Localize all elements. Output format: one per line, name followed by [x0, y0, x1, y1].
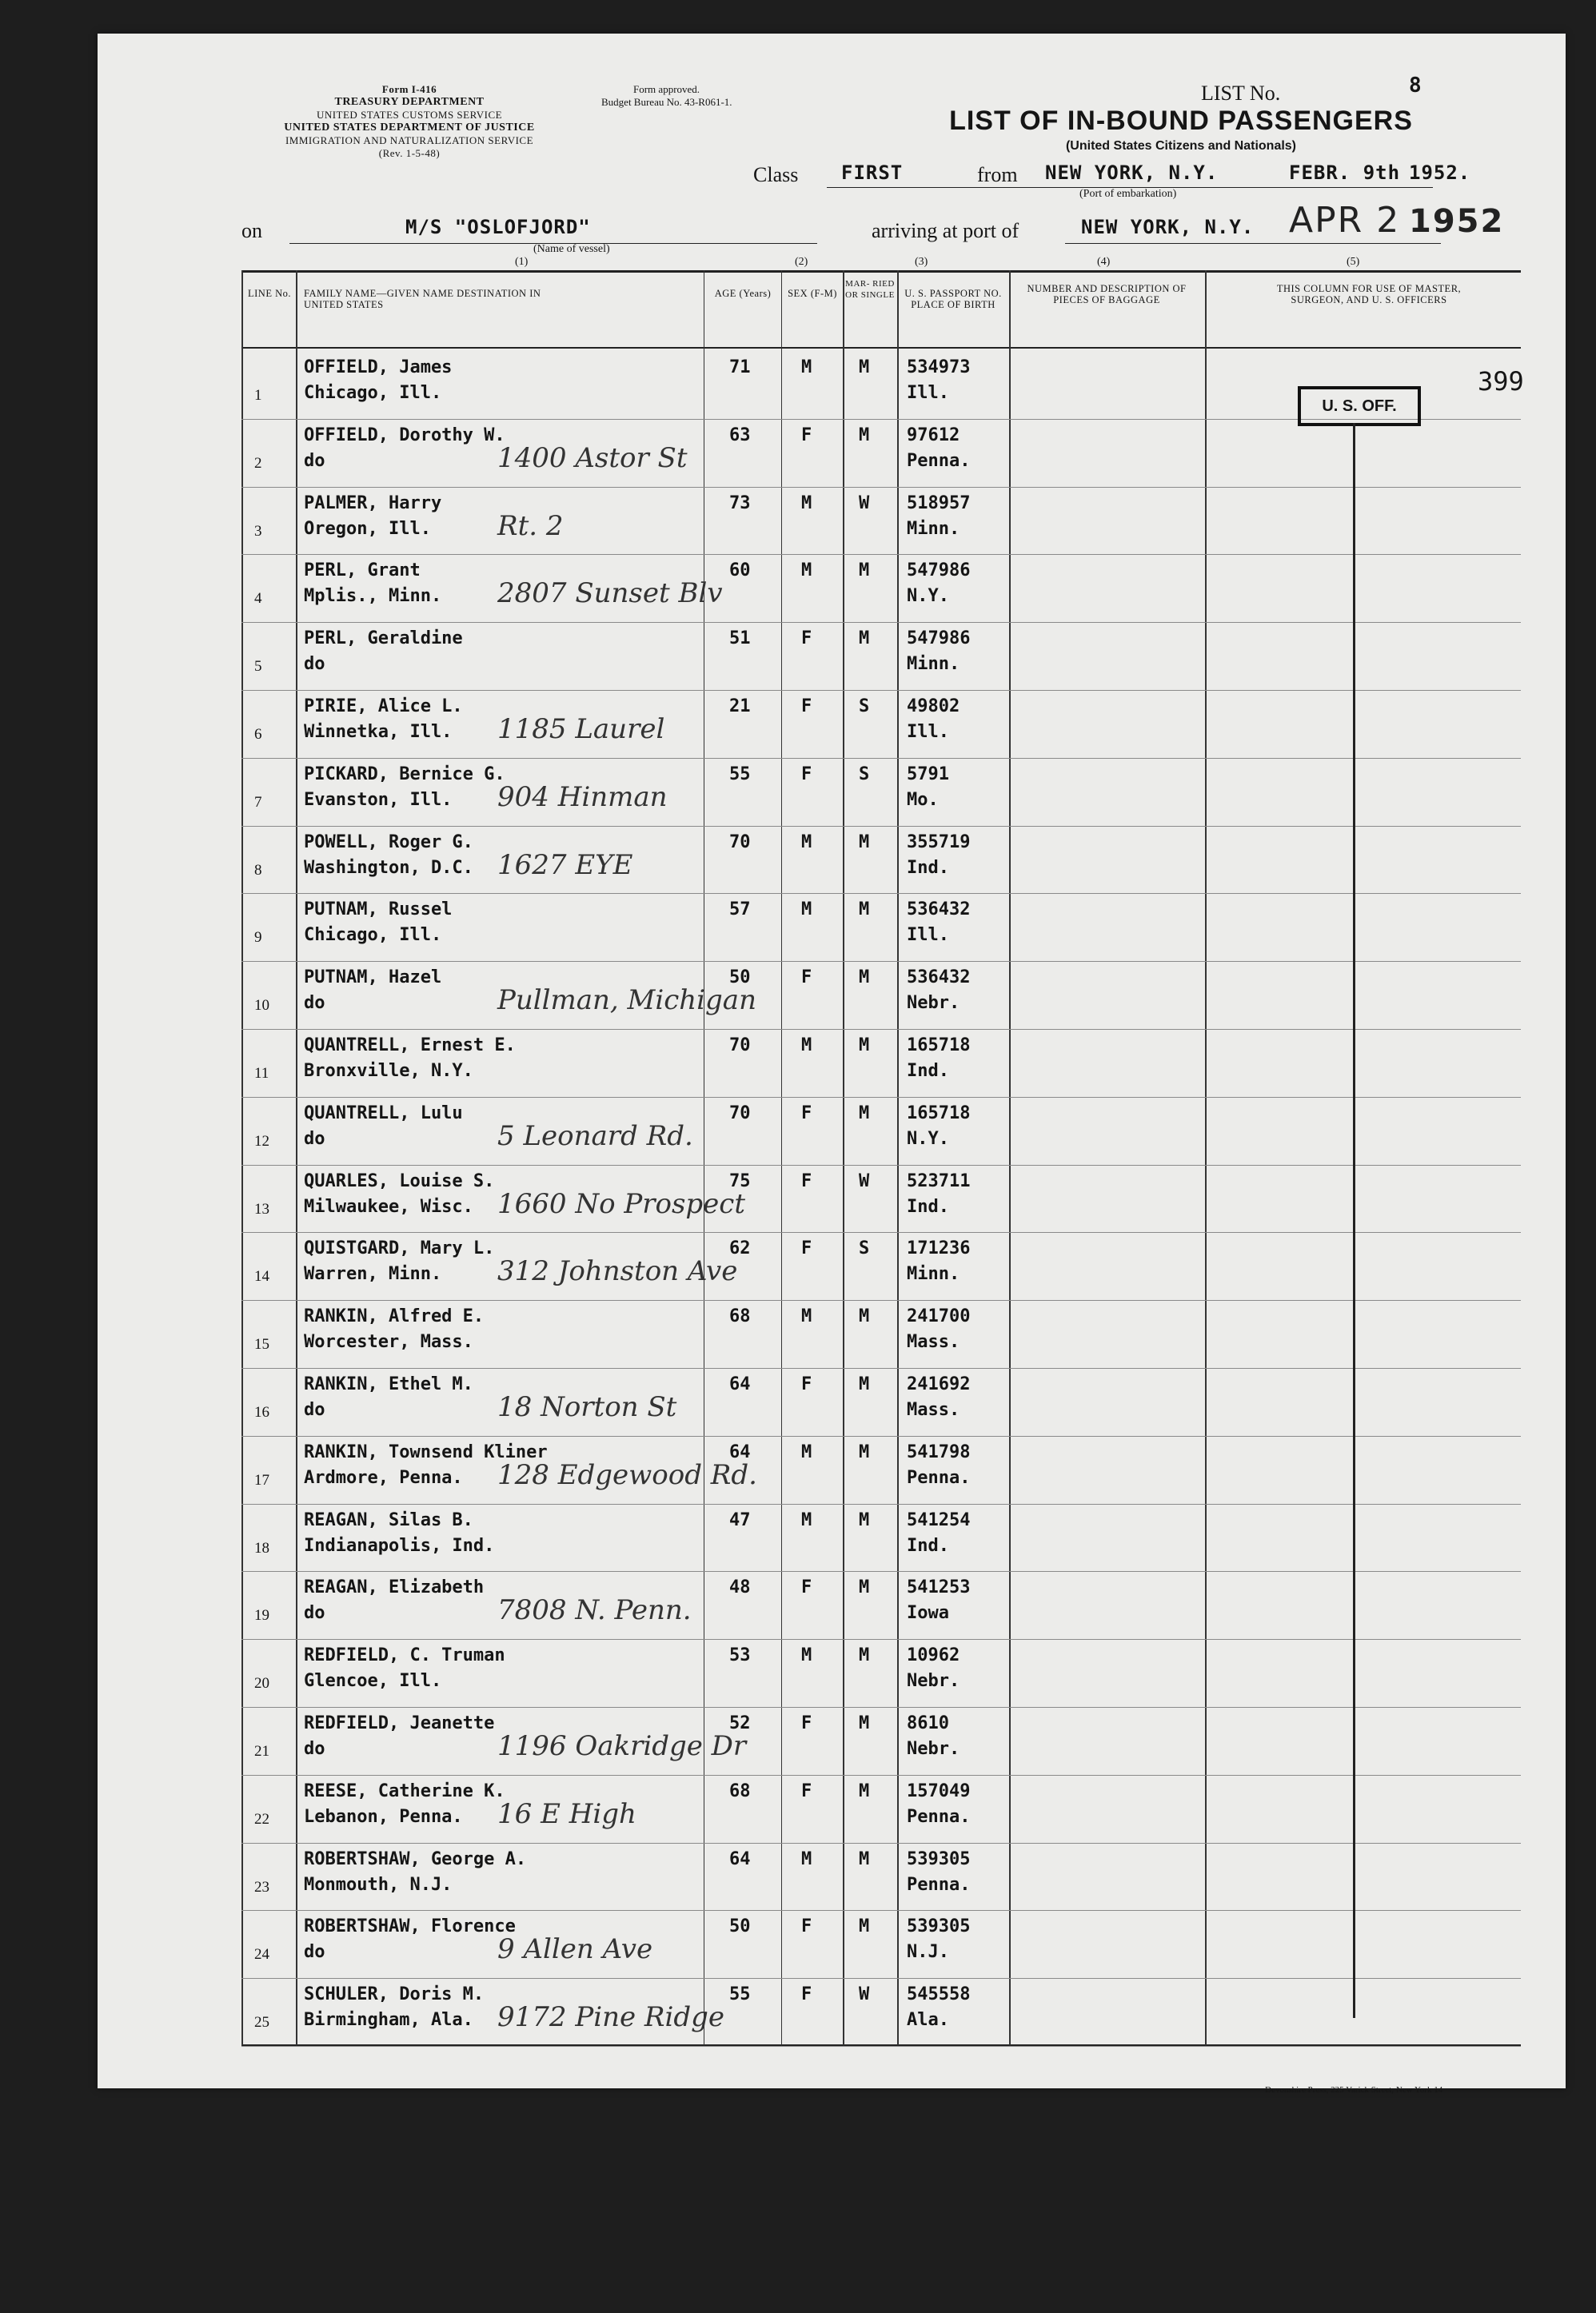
- place-of-birth: Ill.: [907, 383, 949, 403]
- revision: (Rev. 1-5-48): [378, 147, 441, 159]
- place-of-birth: Nebr.: [907, 1671, 960, 1692]
- passport-number: 10962: [907, 1645, 960, 1666]
- age: 63: [729, 425, 751, 445]
- ins-service: IMMIGRATION AND NATURALIZATION SERVICE: [285, 134, 534, 146]
- age: 71: [729, 357, 751, 377]
- destination: Evanston, Ill.: [304, 789, 453, 810]
- place-of-birth: Penna.: [907, 450, 971, 471]
- marital-status: W: [859, 493, 870, 513]
- age: 64: [729, 1374, 751, 1394]
- handwritten-address: 18 Norton St: [497, 1391, 677, 1423]
- table-row: [98, 759, 1566, 827]
- marital-status: M: [859, 357, 870, 377]
- table-row: [98, 488, 1566, 556]
- from-value: NEW YORK, N.Y.: [1045, 162, 1219, 184]
- sex: F: [801, 1984, 812, 2005]
- destination: Worcester, Mass.: [304, 1332, 473, 1353]
- marital-status: W: [859, 1984, 870, 2005]
- justice-dept: UNITED STATES DEPARTMENT OF JUSTICE: [284, 122, 535, 134]
- on-label: on: [241, 219, 262, 242]
- table-header-rule: [241, 347, 1521, 349]
- table-row: [98, 1776, 1566, 1844]
- line-number: 4: [254, 590, 262, 608]
- line-number: 9: [254, 929, 262, 947]
- arrival-underline: [1065, 243, 1441, 244]
- sex: F: [801, 967, 812, 988]
- line-number: 5: [254, 658, 262, 676]
- passenger-name: REDFIELD, C. Truman: [304, 1645, 505, 1666]
- place-of-birth: N.Y.: [907, 1128, 949, 1149]
- line-number: 10: [254, 997, 269, 1015]
- handwritten-address: 9172 Pine Ridge: [497, 2001, 725, 2034]
- col-index-3: (3): [915, 256, 928, 268]
- place-of-birth: N.Y.: [907, 586, 949, 607]
- passport-number: 171236: [907, 1238, 971, 1259]
- age: 60: [729, 560, 751, 581]
- col-header-married: MAR- RIED OR SINGLE: [845, 279, 895, 300]
- destination: do: [304, 1128, 325, 1149]
- col-index-2: (2): [795, 256, 808, 268]
- officer-check-line: [1353, 423, 1355, 2018]
- passport-number: 539305: [907, 1848, 971, 1869]
- destination: Indianapolis, Ind.: [304, 1535, 495, 1556]
- marital-status: S: [859, 1238, 870, 1259]
- table-row: [98, 1708, 1566, 1776]
- marital-status: M: [859, 560, 870, 581]
- year-value: 1952.: [1409, 162, 1471, 184]
- age: 64: [729, 1848, 751, 1869]
- passport-number: 541253: [907, 1577, 971, 1598]
- line-number: 23: [254, 1878, 269, 1896]
- row-divider: [241, 2046, 1521, 2047]
- line-number: 24: [254, 1946, 269, 1964]
- place-of-birth: Ala.: [907, 2010, 949, 2031]
- passenger-name: OFFIELD, James: [304, 357, 453, 377]
- sex: M: [801, 1509, 812, 1530]
- from-label: from: [977, 163, 1018, 186]
- handwritten-address: 904 Hinman: [497, 780, 668, 813]
- page-title: LIST OF IN-BOUND PASSENGERS: [949, 106, 1413, 136]
- sex: M: [801, 357, 812, 377]
- col-header-baggage: NUMBER AND DESCRIPTION OF PIECES OF BAGGAGE: [1027, 283, 1187, 305]
- handwritten-address: 2807 Sunset Blv: [497, 577, 723, 610]
- passenger-name: SCHULER, Doris M.: [304, 1984, 485, 2005]
- sex: F: [801, 628, 812, 649]
- marital-status: M: [859, 831, 870, 852]
- table-row: [98, 623, 1566, 691]
- table-row: [98, 691, 1566, 759]
- marital-status: M: [859, 1442, 870, 1462]
- table-row: [98, 1911, 1566, 1979]
- table-row: [98, 1979, 1566, 2047]
- destination: Bronxville, N.Y.: [304, 1061, 473, 1081]
- sex: F: [801, 764, 812, 784]
- passport-number: 49802: [907, 696, 960, 716]
- sex: M: [801, 1035, 812, 1055]
- marital-status: M: [859, 1645, 870, 1666]
- line-number: 6: [254, 726, 262, 743]
- passenger-name: RANKIN, Ethel M.: [304, 1374, 473, 1394]
- age: 51: [729, 628, 751, 649]
- marital-status: M: [859, 1035, 870, 1055]
- port-embarkation-caption: (Port of embarkation): [1079, 188, 1177, 200]
- destination: do: [304, 1603, 325, 1624]
- passenger-name: PERL, Geraldine: [304, 628, 463, 649]
- line-number: 15: [254, 1336, 269, 1354]
- col-header-name: FAMILY NAME—GIVEN NAME DESTINATION IN UNITED STATES: [304, 288, 541, 310]
- destination: do: [304, 1942, 325, 1963]
- passenger-name: PUTNAM, Russel: [304, 899, 453, 920]
- class-value: FIRST: [841, 162, 904, 184]
- handwritten-address: Rt. 2: [497, 509, 564, 542]
- agency-header: [217, 83, 601, 160]
- table-row: [98, 894, 1566, 962]
- destination: do: [304, 450, 325, 471]
- manifest-page: [98, 34, 1566, 2095]
- table-row: [98, 1437, 1566, 1505]
- side-number: 399: [1478, 366, 1524, 397]
- age: 70: [729, 1103, 751, 1123]
- line-number: 22: [254, 1810, 269, 1828]
- table-row: [98, 827, 1566, 895]
- passenger-name: RANKIN, Townsend Kliner: [304, 1442, 548, 1462]
- marital-status: M: [859, 425, 870, 445]
- handwritten-address: Pullman, Michigan: [497, 984, 756, 1017]
- passenger-name: PERL, Grant: [304, 560, 421, 581]
- handwritten-address: 9 Allen Ave: [497, 1933, 653, 1966]
- passport-number: 536432: [907, 899, 971, 920]
- place-of-birth: Mass.: [907, 1332, 960, 1353]
- passport-number: 241692: [907, 1374, 971, 1394]
- age: 55: [729, 764, 751, 784]
- table-row: [98, 555, 1566, 623]
- passenger-name: QUARLES, Louise S.: [304, 1170, 495, 1191]
- passport-number: 8610: [907, 1713, 949, 1733]
- table-row: [98, 1030, 1566, 1098]
- marital-status: M: [859, 628, 870, 649]
- sex: F: [801, 1577, 812, 1598]
- line-number: 8: [254, 861, 262, 879]
- age: 68: [729, 1781, 751, 1801]
- line-number: 12: [254, 1132, 269, 1150]
- col-header-sex: SEX (F-M): [788, 288, 837, 299]
- arriving-label: arriving at port of: [872, 219, 1019, 242]
- line-number: 14: [254, 1268, 269, 1286]
- line-number: 7: [254, 793, 262, 811]
- age: 50: [729, 1916, 751, 1937]
- destination: Ardmore, Penna.: [304, 1467, 463, 1488]
- line-number: 20: [254, 1675, 269, 1693]
- table-row: [98, 1369, 1566, 1437]
- age: 52: [729, 1713, 751, 1733]
- sex: M: [801, 899, 812, 920]
- age: 70: [729, 1035, 751, 1055]
- table-row: [98, 420, 1566, 488]
- sex: F: [801, 1103, 812, 1123]
- place-of-birth: Nebr.: [907, 993, 960, 1014]
- marital-status: M: [859, 1306, 870, 1327]
- marital-status: M: [859, 1781, 870, 1801]
- sex: M: [801, 1848, 812, 1869]
- age: 68: [729, 1306, 751, 1327]
- destination: Lebanon, Penna.: [304, 1806, 463, 1827]
- marital-status: S: [859, 696, 870, 716]
- destination: Warren, Minn.: [304, 1264, 442, 1285]
- marital-status: M: [859, 1577, 870, 1598]
- line-number: 17: [254, 1471, 269, 1489]
- col-index-1: (1): [515, 256, 529, 268]
- passenger-name: PIRIE, Alice L.: [304, 696, 463, 716]
- handwritten-address: 1627 EYE: [497, 848, 633, 881]
- marital-status: S: [859, 764, 870, 784]
- place-of-birth: Penna.: [907, 1467, 971, 1488]
- sex: F: [801, 1238, 812, 1259]
- passport-number: 539305: [907, 1916, 971, 1937]
- handwritten-address: 128 Edgewood Rd.: [497, 1458, 757, 1491]
- passport-number: 547986: [907, 628, 971, 649]
- age: 21: [729, 696, 751, 716]
- table-row: [98, 1301, 1566, 1369]
- treasury-dept: TREASURY DEPARTMENT: [334, 96, 485, 108]
- table-row: [98, 1844, 1566, 1912]
- col-index-4: (4): [1097, 256, 1111, 268]
- passport-number: 241700: [907, 1306, 971, 1327]
- place-of-birth: Ill.: [907, 925, 949, 946]
- destination: Chicago, Ill.: [304, 383, 442, 403]
- place-of-birth: Ind.: [907, 1196, 949, 1217]
- sex: M: [801, 1442, 812, 1462]
- line-number: 11: [254, 1065, 269, 1082]
- age: 73: [729, 493, 751, 513]
- place-of-birth: Minn.: [907, 518, 960, 539]
- passport-number: 157049: [907, 1781, 971, 1801]
- place-of-birth: Ind.: [907, 857, 949, 878]
- handwritten-address: 16 E High: [497, 1797, 636, 1830]
- passport-number: 355719: [907, 831, 971, 852]
- age: 75: [729, 1170, 751, 1191]
- passenger-name: REDFIELD, Jeanette: [304, 1713, 495, 1733]
- marital-status: M: [859, 1103, 870, 1123]
- passenger-name: PALMER, Harry: [304, 493, 442, 513]
- table-row: [98, 1233, 1566, 1301]
- age: 55: [729, 1984, 751, 2005]
- customs-service: UNITED STATES CUSTOMS SERVICE: [316, 109, 503, 121]
- destination: Glencoe, Ill.: [304, 1671, 442, 1692]
- place-of-birth: Ind.: [907, 1535, 949, 1556]
- destination: do: [304, 1400, 325, 1420]
- sex: F: [801, 1374, 812, 1394]
- destination: Milwaukee, Wisc.: [304, 1196, 473, 1217]
- passenger-name: PUTNAM, Hazel: [304, 967, 442, 988]
- col-index-5: (5): [1347, 256, 1360, 268]
- passenger-name: REESE, Catherine K.: [304, 1781, 505, 1801]
- table-row: [98, 1505, 1566, 1573]
- age: 53: [729, 1645, 751, 1666]
- marital-status: M: [859, 1509, 870, 1530]
- handwritten-address: 1185 Laurel: [497, 713, 665, 745]
- marital-status: W: [859, 1170, 870, 1191]
- form-number: Form I-416: [381, 83, 437, 95]
- passport-number: 541798: [907, 1442, 971, 1462]
- arrival-date-stamp: APR 2: [1289, 200, 1401, 241]
- date-value: FEBR. 9th: [1289, 162, 1401, 184]
- place-of-birth: Iowa: [907, 1603, 949, 1624]
- marital-status: M: [859, 967, 870, 988]
- sex: F: [801, 1170, 812, 1191]
- sex: F: [801, 1916, 812, 1937]
- form-approved: Form approved.: [633, 83, 700, 95]
- age: 64: [729, 1442, 751, 1462]
- handwritten-address: 1660 No Prospect: [497, 1187, 746, 1220]
- sex: F: [801, 1713, 812, 1733]
- passenger-name: ROBERTSHAW, George A.: [304, 1848, 527, 1869]
- line-number: 25: [254, 2014, 269, 2032]
- line-number: 13: [254, 1200, 269, 1218]
- place-of-birth: Minn.: [907, 654, 960, 675]
- handwritten-address: 5 Leonard Rd.: [497, 1119, 693, 1152]
- line-number: 21: [254, 1743, 269, 1760]
- marital-status: M: [859, 899, 870, 920]
- age: 48: [729, 1577, 751, 1598]
- place-of-birth: Mass.: [907, 1400, 960, 1420]
- passenger-name: RANKIN, Alfred E.: [304, 1306, 485, 1327]
- passenger-name: OFFIELD, Dorothy W.: [304, 425, 505, 445]
- passport-number: 545558: [907, 1984, 971, 2005]
- passenger-name: REAGAN, Elizabeth: [304, 1577, 485, 1598]
- passenger-name: REAGAN, Silas B.: [304, 1509, 473, 1530]
- passport-number: 547986: [907, 560, 971, 581]
- vessel-caption: (Name of vessel): [533, 243, 610, 255]
- place-of-birth: N.J.: [907, 1942, 949, 1963]
- destination: Washington, D.C.: [304, 857, 473, 878]
- destination: Mplis., Minn.: [304, 586, 442, 607]
- place-of-birth: Minn.: [907, 1264, 960, 1285]
- place-of-birth: Ind.: [907, 1061, 949, 1081]
- passport-number: 97612: [907, 425, 960, 445]
- age: 47: [729, 1509, 751, 1530]
- passenger-name: QUANTRELL, Lulu: [304, 1103, 463, 1123]
- passenger-name: PICKARD, Bernice G.: [304, 764, 505, 784]
- passenger-name: QUANTRELL, Ernest E.: [304, 1035, 516, 1055]
- destination: Monmouth, N.J.: [304, 1874, 453, 1895]
- destination: Birmingham, Ala.: [304, 2010, 473, 2031]
- col-header-officers: THIS COLUMN FOR USE OF MASTER, SURGEON, AND U. S. OFFICERS: [1276, 283, 1462, 305]
- line-number: 3: [254, 522, 262, 540]
- destination: do: [304, 993, 325, 1014]
- printer-imprint: Devonshire Press, 225 Varick Street, New York 14: [1265, 2085, 1443, 2095]
- passenger-name: POWELL, Roger G.: [304, 831, 473, 852]
- class-underline: [827, 187, 1059, 188]
- table-row: [98, 1166, 1566, 1234]
- form-approval: [601, 83, 732, 109]
- destination: do: [304, 654, 325, 675]
- line-number: 19: [254, 1607, 269, 1625]
- age: 62: [729, 1238, 751, 1259]
- table-row: [98, 962, 1566, 1030]
- table-row: [98, 1640, 1566, 1708]
- place-of-birth: Mo.: [907, 789, 939, 810]
- place-of-birth: Nebr.: [907, 1739, 960, 1759]
- sex: M: [801, 831, 812, 852]
- sex: M: [801, 493, 812, 513]
- line-number: 16: [254, 1404, 269, 1421]
- age: 70: [729, 831, 751, 852]
- line-number: 1: [254, 387, 262, 404]
- budget-bureau: Budget Bureau No. 43-R061-1.: [601, 96, 732, 108]
- marital-status: M: [859, 1374, 870, 1394]
- passenger-name: ROBERTSHAW, Florence: [304, 1916, 516, 1937]
- passport-number: 541254: [907, 1509, 971, 1530]
- place-of-birth: Penna.: [907, 1806, 971, 1827]
- line-number: 18: [254, 1539, 269, 1557]
- passenger-name: QUISTGARD, Mary L.: [304, 1238, 495, 1259]
- age: 50: [729, 967, 751, 988]
- list-no-label: LIST No.: [1201, 82, 1281, 105]
- passport-number: 165718: [907, 1035, 971, 1055]
- handwritten-address: 312 Johnston Ave: [497, 1255, 738, 1288]
- passport-number: 536432: [907, 967, 971, 988]
- col-header-age: AGE (Years): [714, 288, 772, 299]
- us-off-stamp: U. S. OFF.: [1298, 386, 1421, 426]
- col-header-passport: U. S. PASSPORT NO. PLACE OF BIRTH: [904, 288, 1002, 310]
- passport-number: 5791: [907, 764, 949, 784]
- sex: F: [801, 1781, 812, 1801]
- sex: M: [801, 1645, 812, 1666]
- marital-status: M: [859, 1916, 870, 1937]
- place-of-birth: Penna.: [907, 1874, 971, 1895]
- passport-number: 518957: [907, 493, 971, 513]
- marital-status: M: [859, 1848, 870, 1869]
- handwritten-address: 7808 N. Penn.: [497, 1594, 692, 1627]
- vessel-value: M/S "OSLOFJORD": [405, 216, 591, 238]
- place-of-birth: Ill.: [907, 722, 949, 742]
- class-label: Class: [753, 163, 799, 186]
- destination: do: [304, 1739, 325, 1759]
- arrival-year-stamp: 1952: [1409, 203, 1505, 240]
- col-header-line: LINE No.: [248, 288, 291, 299]
- sex: F: [801, 696, 812, 716]
- table-row: [98, 1572, 1566, 1640]
- handwritten-address: 1400 Astor St: [497, 441, 688, 474]
- table-top-rule: [241, 270, 1521, 273]
- passport-number: 165718: [907, 1103, 971, 1123]
- passport-number: 523711: [907, 1170, 971, 1191]
- handwritten-address: 1196 Oakridge Dr: [497, 1730, 747, 1762]
- line-number: 2: [254, 454, 262, 472]
- sex: M: [801, 560, 812, 581]
- sex: M: [801, 1306, 812, 1327]
- destination: Winnetka, Ill.: [304, 722, 453, 742]
- arrival-port-value: NEW YORK, N.Y.: [1081, 216, 1255, 238]
- age: 57: [729, 899, 751, 920]
- passport-number: 534973: [907, 357, 971, 377]
- list-no-value: 8: [1409, 74, 1422, 98]
- destination: Oregon, Ill.: [304, 518, 431, 539]
- page-subtitle: (United States Citizens and Nationals): [1065, 139, 1297, 153]
- marital-status: M: [859, 1713, 870, 1733]
- sex: F: [801, 425, 812, 445]
- destination: Chicago, Ill.: [304, 925, 442, 946]
- table-row: [98, 1098, 1566, 1166]
